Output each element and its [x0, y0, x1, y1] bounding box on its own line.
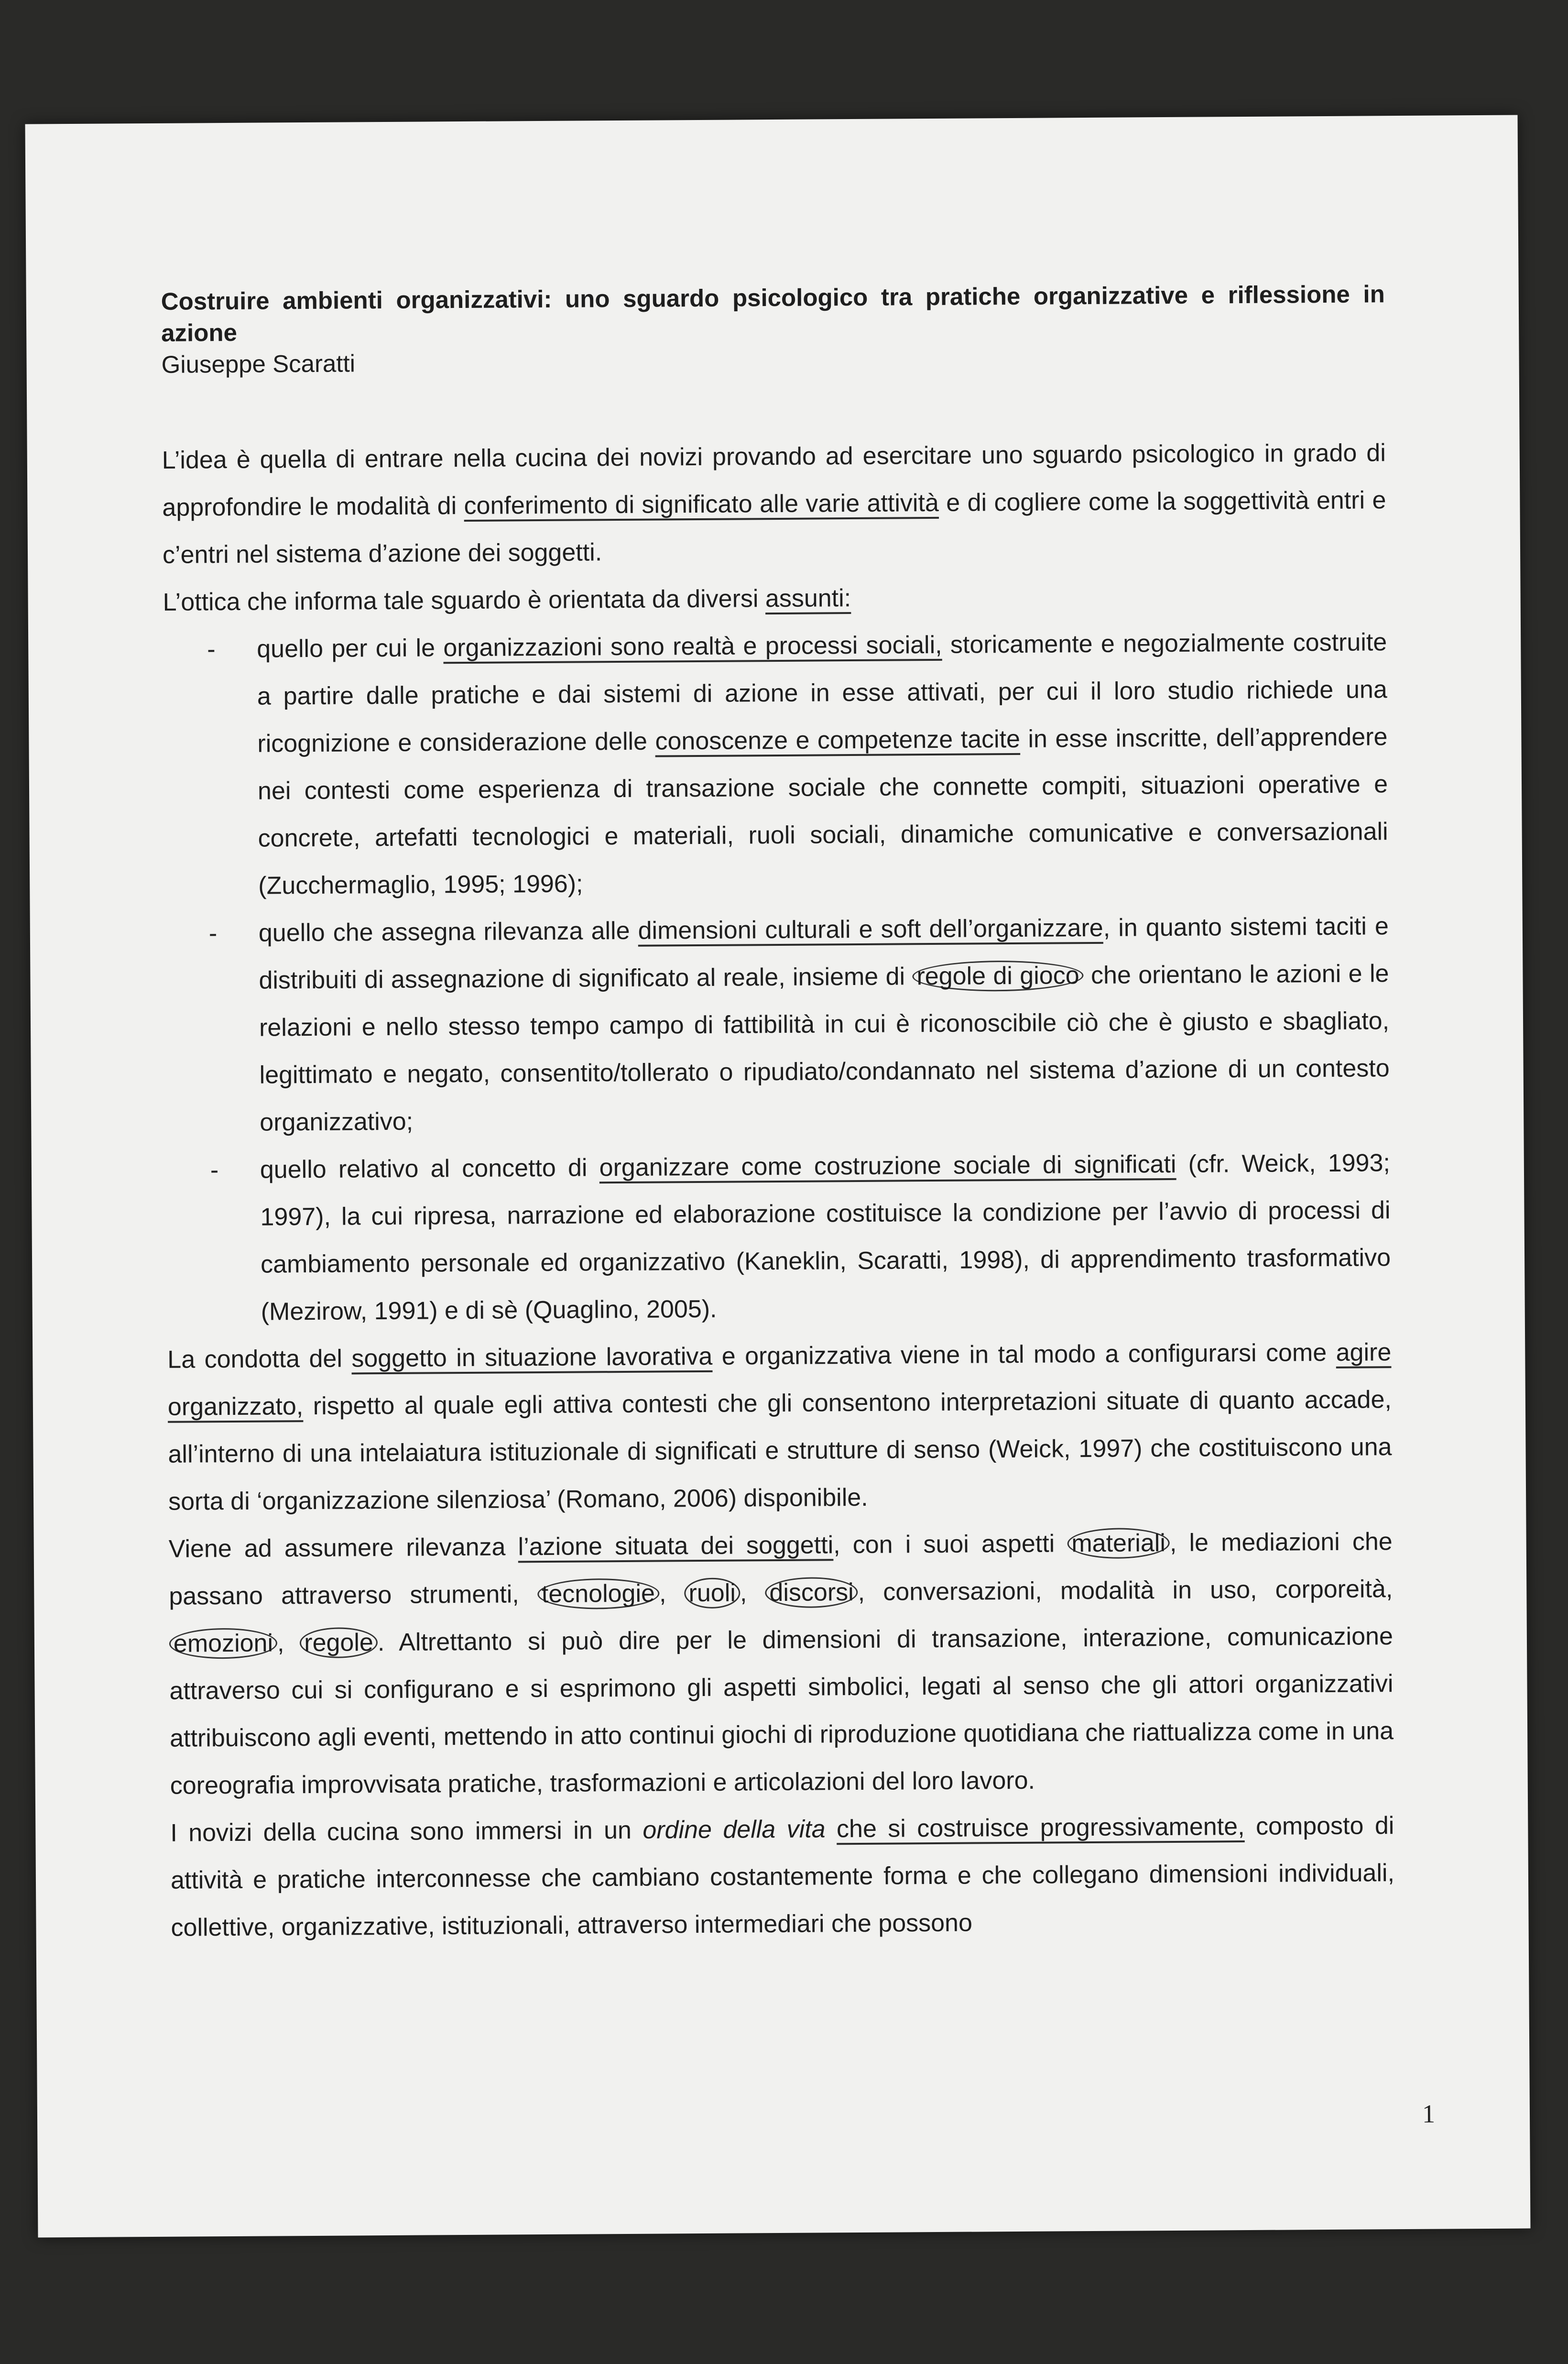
text-run: e organizzativa viene in tal modo a configurarsi come [712, 1338, 1336, 1370]
text-run: rispetto al quale egli attiva contesti che gli consentono interpretazioni situate di quanto accade, all’interno di una intelaiatura istituzionale di significati e strutture di senso (Weick, 1997) che costituiscono una sorta di ‘organizzazione silenziosa’ (Romano, 2006) disponibile. [168, 1386, 1392, 1516]
text-run: , conversazioni, modalità in uso, corporeità, [858, 1575, 1393, 1606]
paragraph-intro [162, 429, 1387, 579]
pen-underline: conferimento di significato alle varie attività [464, 489, 939, 520]
text-run: La condotta del [167, 1345, 352, 1374]
text-run: storicamente e negozialmente costruite a partire dalle pratiche e dai sistemi di azione in esse attivati, per cui il loro studio richiede una ricognizione e considerazione delle [257, 628, 1387, 758]
paragraph-novices [170, 1802, 1395, 1952]
text-run: L’ottica che informa tale sguardo è orientata da diversi [163, 585, 766, 616]
text-run: in esse inscritte, dell’apprendere nei contesti come esperienza di transazione sociale che connette compiti, situazioni operative e concrete, artefatti tecnologici e materiali, ruoli sociali, dinamiche comunicative e conversazionali (Zucchermaglio, 1995; 1996); [257, 723, 1388, 900]
text-run: , le mediazioni che passano attraverso strumenti, [169, 1528, 1393, 1610]
pen-underline: organizzazioni sono realtà e processi sociali, [443, 631, 942, 662]
pen-underline: conoscenze e competenze tacite [655, 725, 1021, 755]
text-run: , [740, 1579, 765, 1607]
paragraph-assumptions [163, 571, 1387, 626]
page-number: 1 [1422, 2099, 1436, 2128]
pen-circle: regole [300, 1627, 378, 1658]
pen-underline: organizzare come costruzione sociale di significati [599, 1150, 1176, 1182]
text-run: , con i suoi aspetti [833, 1530, 1067, 1559]
list-dash: - [210, 1156, 219, 1184]
paragraph-conduct [167, 1329, 1392, 1526]
assumptions-list [163, 619, 1391, 1336]
text-run: (cfr. Weick, 1993; 1997), la cui ripresa, narrazione ed elaborazione costituisce la condizione per l’avvio di processi di cambiamento personale ed organizzativo (Kaneklin, Scaratti, 1998), di apprendimento trasformativo (Mezirow, 1991) e di sè (Quaglino, 2005). [260, 1149, 1391, 1326]
pen-underline: soggetto in situazione lavorativa [351, 1342, 713, 1373]
text-run: che orientano le azioni e le relazioni e nello stesso tempo campo di fattibilità in cui è riconoscibile ciò che è giusto e sbagliato, legittimato e negato, consentito/tollerato o ripudiato/condannato nel sistema d’azione di un contesto organizzativo; [259, 960, 1390, 1137]
pen-circle: regole di gioco [912, 960, 1084, 992]
list-item [163, 619, 1389, 910]
paragraph-situated-action [168, 1518, 1394, 1810]
text-run: quello per cui le [257, 634, 444, 663]
list-dash: - [208, 919, 218, 948]
list-dash: - [207, 635, 216, 664]
pen-circle: ruoli [684, 1578, 740, 1609]
pen-circle: tecnologie [537, 1578, 659, 1610]
text-run: quello che assegna rilevanza alle [258, 917, 638, 947]
document-body [161, 278, 1395, 1952]
pen-underline: che si costruisce progressivamente, [836, 1813, 1245, 1843]
document-title: Costruire ambienti organizzativi: uno sguardo psicologico tra pratiche organizzative e riflessione in azione [161, 280, 1385, 347]
text-run [825, 1815, 837, 1843]
pen-underline: dimensioni culturali e soft dell’organizzare [638, 914, 1103, 945]
pen-underline: assunti: [765, 584, 851, 613]
text-run: e di cogliere come la soggettività entri e c’entri nel sistema d’azione dei soggetti. [162, 486, 1386, 569]
pen-circle: materiali [1067, 1528, 1170, 1559]
text-run: I novizi della cucina sono immersi in un [170, 1816, 643, 1847]
document-author: Giuseppe Scaratti [161, 350, 356, 378]
italic-phrase: ordine della vita [642, 1815, 826, 1844]
text-run: composto di attività e pratiche interconnesse che cambiano costantemente forma e che collegano dimensioni individuali, collettive, organizzative, istituzionali, attraverso intermediari che possono [170, 1812, 1395, 1942]
list-item [165, 903, 1390, 1147]
pen-circle: emozioni [169, 1628, 277, 1659]
paper-sheet [25, 115, 1531, 2238]
text-run: , in quanto sistemi taciti e distribuiti di assegnazione di significato al reale, insieme di [259, 912, 1389, 995]
text-run: . Altrettanto si può dire per le dimensioni di transazione, interazione, comunicazione attraverso cui si configurano e si esprimono gli aspetti simbolici, legati al senso che gli attori organizzativi attribuiscono agli eventi, mettendo in atto continui giochi di riproduzione quotidiana che riattualizza come in una coreografia improvvisata pratiche, trasformazioni e articolazioni del loro lavoro. [169, 1622, 1394, 1800]
text-run: quello relativo al concetto di [260, 1154, 599, 1184]
text-run: , [659, 1579, 685, 1608]
pen-underline: l’azione situata dei soggetti [518, 1531, 834, 1561]
text-run: , [277, 1629, 300, 1657]
pen-circle: discorsi [765, 1577, 858, 1608]
text-run: L’idea è quella di entrare nella cucina dei novizi provando ad esercitare uno sguardo psicologico in grado di approfondire le modalità di [162, 439, 1386, 522]
pen-underline: agire organizzato, [167, 1338, 1392, 1421]
text-run: Viene ad assumere rilevanza [168, 1533, 518, 1563]
list-item [166, 1139, 1391, 1336]
